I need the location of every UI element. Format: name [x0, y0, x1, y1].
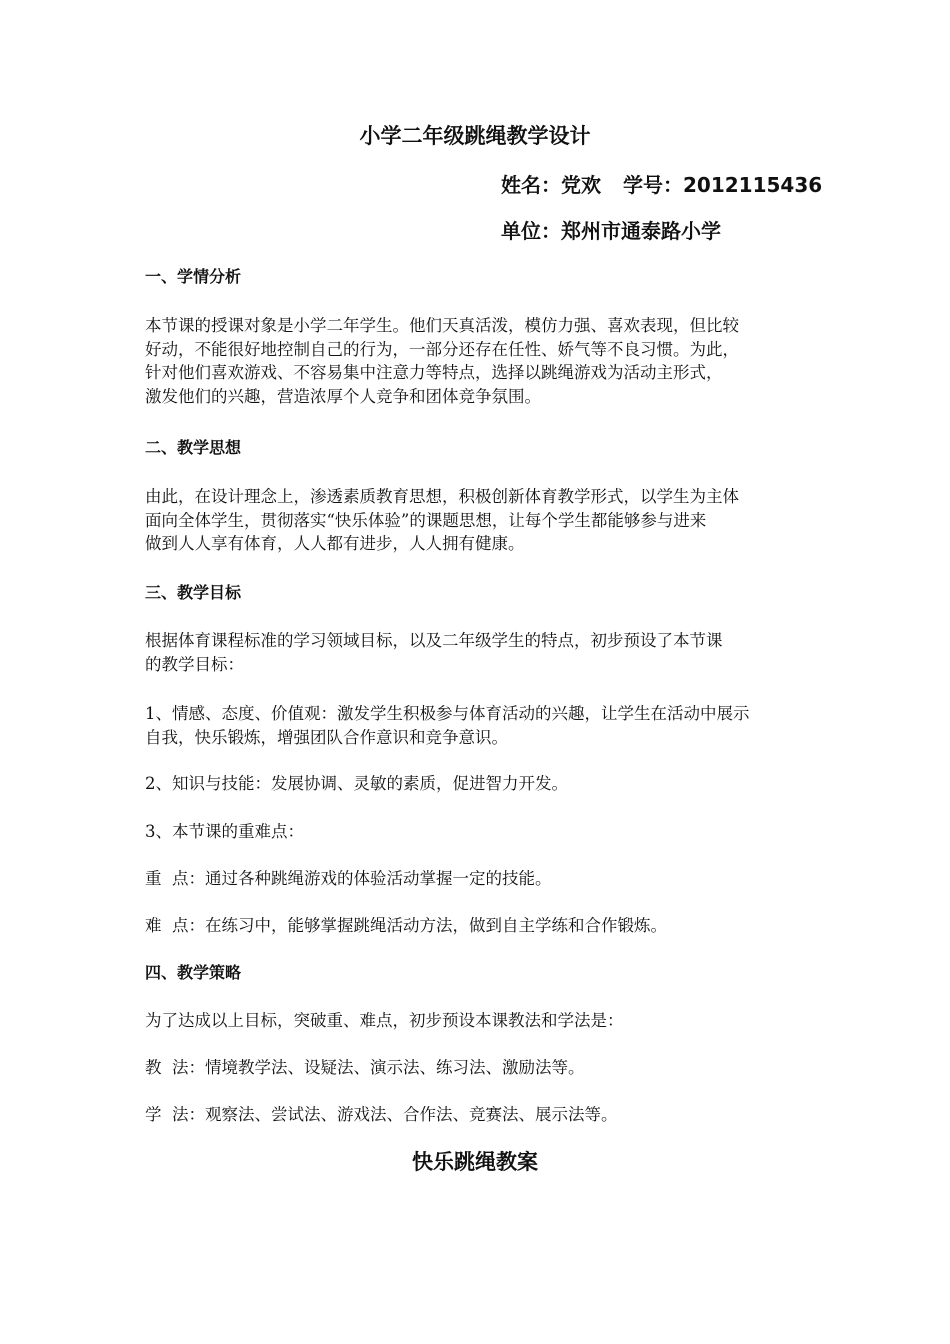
paragraph [145, 914, 809, 938]
lesson-plan-subtitle: 快乐跳绳教案 [412, 1150, 538, 1174]
paragraph [145, 820, 809, 844]
paragraph-line: 难 点：在练习中，能够掌握跳绳活动方法，做到自主学练和合作锻炼。 [145, 916, 667, 935]
paragraph-line: 为了达成以上目标，突破重、难点，初步预设本课教法和学法是： [145, 1011, 624, 1030]
paragraph-line: 重 点：通过各种跳绳游戏的体验活动掌握一定的技能。 [145, 869, 552, 888]
paragraph-line: 做到人人享有体育，人人都有进步，人人拥有健康。 [145, 534, 525, 553]
paragraph [145, 867, 809, 891]
paragraph [145, 485, 809, 556]
author-name: 姓名：党欢 [501, 173, 601, 197]
paragraph [145, 314, 809, 408]
paragraph-line: 由此，在设计理念上，渗透素质教育思想，积极创新体育教学形式，以学生为主体 [145, 487, 739, 506]
unit-line: 单位：郑州市通泰路小学 [501, 219, 721, 243]
paragraph-line: 针对他们喜欢游戏、不容易集中注意力等特点，选择以跳绳游戏为活动主形式， [145, 363, 723, 382]
paragraph-line: 1、情感、态度、价值观：激发学生积极参与体育活动的兴趣，让学生在活动中展示 [145, 704, 750, 723]
paragraph-line: 教 法：情境教学法、设疑法、演示法、练习法、激励法等。 [145, 1058, 585, 1077]
paragraph [145, 702, 809, 749]
section-heading: 二、教学思想 [145, 438, 242, 457]
paragraph [145, 1103, 809, 1127]
paragraph-line: 激发他们的兴趣，营造浓厚个人竞争和团体竞争氛围。 [145, 386, 541, 406]
paragraph-line: 3、本节课的重难点： [145, 822, 304, 841]
student-id: 学号：2012115436 [623, 173, 823, 197]
section-heading: 一、学情分析 [145, 267, 242, 286]
paragraph-line: 面向全体学生，贯彻落实“快乐体验”的课题思想，让每个学生都能够参与进来 [145, 510, 707, 530]
paragraph-line: 2、知识与技能：发展协调、灵敏的素质，促进智力开发。 [145, 774, 568, 793]
paragraph [145, 1056, 809, 1080]
author-line [501, 171, 822, 199]
paragraph-line: 本节课的授课对象是小学二年学生。他们天真活泼，模仿力强、喜欢表现，但比较 [145, 316, 739, 335]
document-title: 小学二年级跳绳教学设计 [359, 124, 591, 148]
section-heading: 四、教学策略 [145, 963, 242, 982]
paragraph [145, 1009, 809, 1033]
section-heading: 三、教学目标 [145, 583, 242, 602]
paragraph [145, 629, 809, 676]
paragraph-line: 自我，快乐锻炼，增强团队合作意识和竞争意识。 [145, 727, 508, 747]
paragraph-line: 根据体育课程标准的学习领域目标，以及二年级学生的特点，初步预设了本节课 [145, 631, 723, 650]
paragraph-line: 好动，不能很好地控制自己的行为，一部分还存在任性、娇气等不良习惯。为此， [145, 339, 739, 359]
paragraph-line: 的教学目标： [145, 654, 244, 674]
paragraph-line: 学 法：观察法、尝试法、游戏法、合作法、竞赛法、展示法等。 [145, 1105, 618, 1124]
paragraph [145, 772, 809, 796]
